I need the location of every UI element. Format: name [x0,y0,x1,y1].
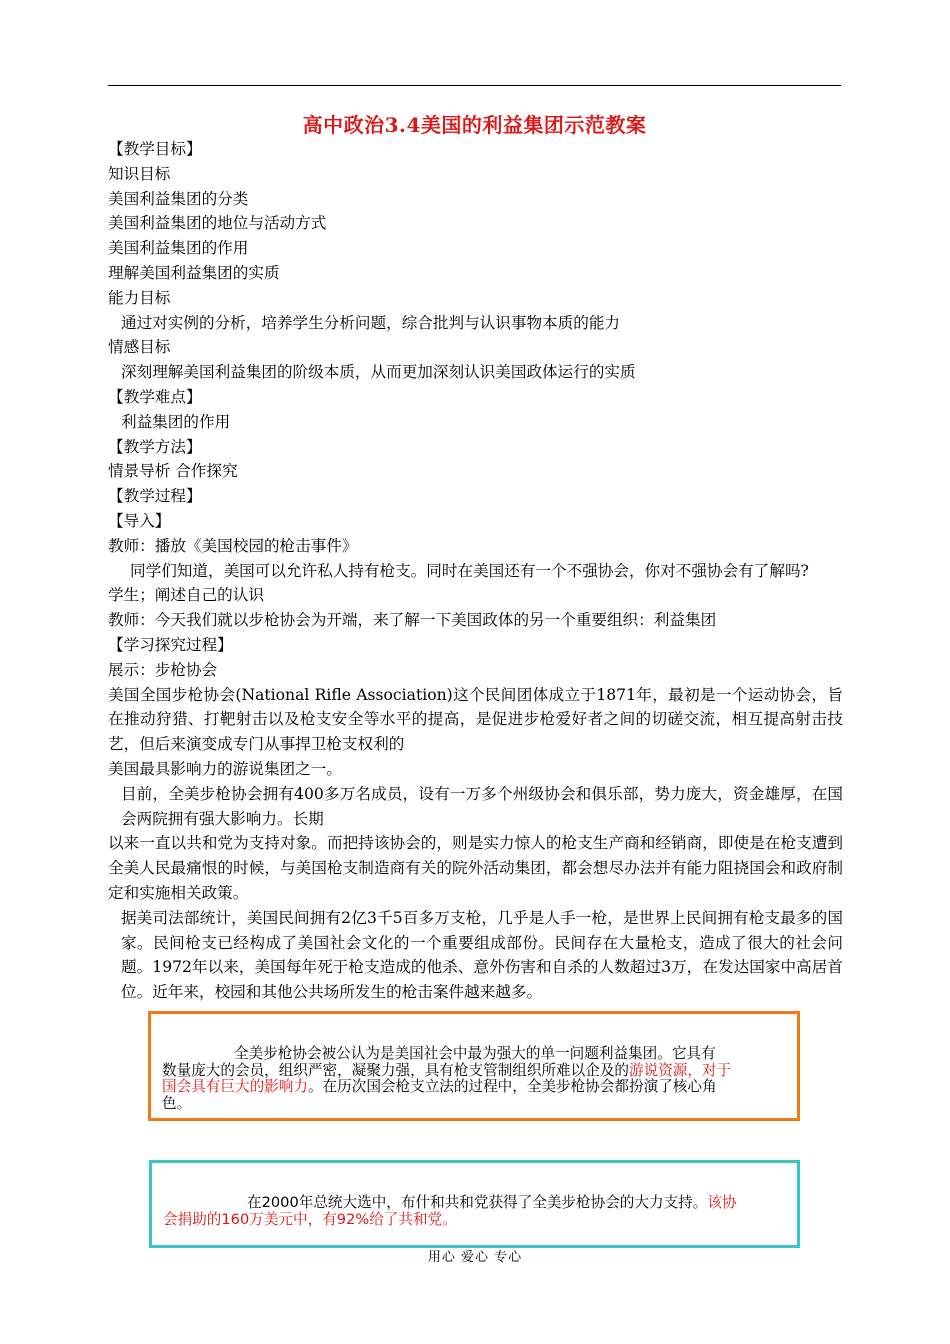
text-line: 美国利益集团的地位与活动方式 [108,214,327,233]
callout-box-nra-influence [148,1011,800,1121]
paragraph-gun-statistics: 据美司法部统计，美国民间拥有2亿3千5百多万支枪，几乎是人手一枪，是世界上民间拥有枪支最多的国家。民间枪支已经构成了美国社会文化的一个重要组成部份。民间存在大量枪支，造成了很大的社会问题。1972年以来，美国每年死于枪支造成的他杀、意外伤害和自杀的人数超过3万，在发达国家中高居首位。近年来，校园和其他公共场所发生的枪击案件越来越多。 [121,908,843,1002]
section-heading-difficulty: 【教学难点】 [108,387,202,406]
text-line: 美国利益集团的分类 [108,189,249,208]
paragraph-nra-size: 目前，全美步枪协会拥有400多万名成员，设有一万多个州级协会和俱乐部，势力庞大，资金雄厚，在国会两院拥有强大影响力。长期 [121,784,843,828]
callout-line: 国会具有巨大的影响力。在历次国会枪支立法的过程中，全美步枪协会都扮演了核心角 [162,1078,717,1096]
text-line: 美国利益集团的作用 [108,239,249,258]
callout-line: 全美步枪协会被公认为是美国社会中最为强大的单一问题利益集团。它具有 [234,1045,716,1062]
text-line: 情感目标 [108,338,171,357]
highlight-text: 该协 [707,1194,737,1211]
paragraph-nra-support: 以来一直以共和党为支持对象。而把持该协会的，则是实力惊人的枪支生产商和经销商，即使是在枪支遭到全美人民最痛恨的时候，与美国枪支制造商有关的院外活动集团，都会想尽办法并有能力阻挠国会和政府制定和实施相关政策。 [108,834,843,902]
highlight-text: 会捐助的160万美元中，有92%给了共和党。 [163,1210,457,1228]
page-footer: 用心 爱心 专心 [427,1250,523,1265]
section-heading-exploration: 【学习探究过程】 [108,635,233,654]
text-line: 美国最具影响力的游说集团之一。 [108,759,342,778]
header-rule [108,85,841,86]
text-line: 知识目标 [108,164,171,183]
section-heading-process: 【教学过程】 [108,487,202,506]
text-line: 教师：播放《美国校园的枪击事件》 [108,536,358,555]
paragraph-nra-history: 美国全国步枪协会(National Rifle Association)这个民间团体成立于1871年，最初是一个运动协会，旨在推动狩猎、打靶射击以及枪支安全等水平的提高，是促进步枪爱好者之间的切磋交流，相互提高射击技艺，但后来演变成专门从事捍卫枪支权利的 [108,685,843,754]
callout-line: 在2000年总统大选中，布什和共和党获得了全美步枪协会的大力支持。该协 [247,1194,737,1211]
text-line: 深刻理解美国利益集团的阶级本质，从而更加深刻认识美国政体运行的实质 [121,363,636,382]
text-line: 利益集团的作用 [121,412,231,431]
callout-box-election-donation [149,1160,800,1248]
text-line: 同学们知道，美国可以允许私人持有枪支。同时在美国还有一个不强协会，你对不强协会有了解吗? [130,561,809,580]
callout-line: 数量庞大的会员，组织严密，凝聚力强，具有枪支管制组织所难以企及的游说资源，对于 [162,1061,732,1079]
text-line: 学生；阐述自己的认识 [108,586,264,605]
text-line: 通过对实例的分析，培养学生分析问题，综合批判与认识事物本质的能力 [121,313,621,332]
lesson-body [108,137,843,1005]
highlight-text: 游说资源，对于 [629,1061,732,1079]
page-title: 高中政治3.4美国的利益集团示范教案 [302,113,647,137]
text-line: 教师：今天我们就以步枪协会为开端，来了解一下美国政体的另一个重要组织：利益集团 [108,611,717,630]
section-heading-intro: 【导入】 [108,511,171,530]
text-line: 情景导析 合作探究 [108,462,238,481]
highlight-text: 国会具有巨大的影响力 [162,1078,308,1096]
callout-line: 色。 [162,1094,192,1112]
text-line: 理解美国利益集团的实质 [108,263,280,282]
text-line: 展示：步枪协会 [108,660,218,679]
text-line: 能力目标 [108,288,171,307]
section-heading-methods: 【教学方法】 [108,437,202,456]
section-heading-objectives: 【教学目标】 [108,140,202,158]
